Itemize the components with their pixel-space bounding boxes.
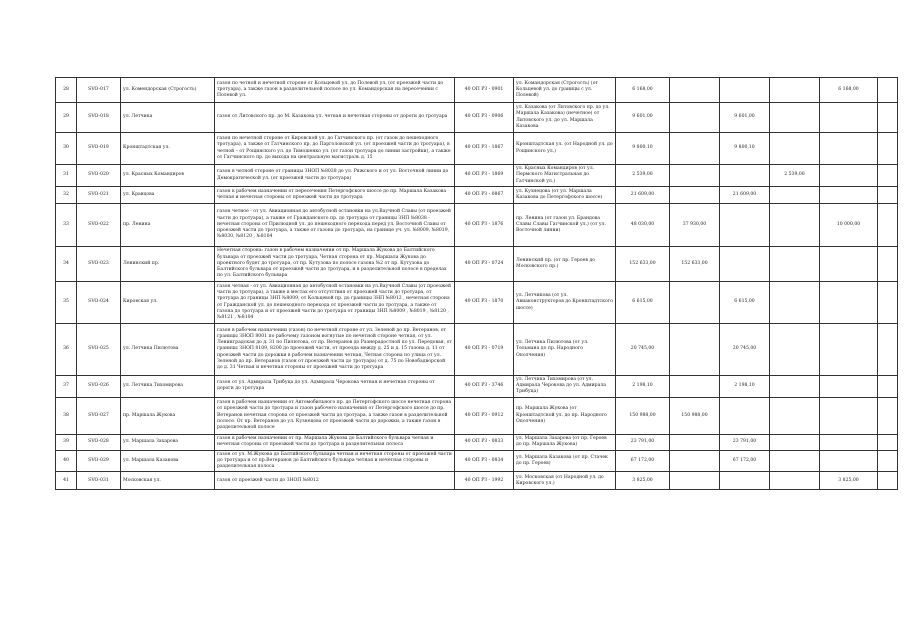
empty-cell (878, 376, 898, 398)
area-description: газон в рабочем назначении (газон) по нечетной стороне от ул. Зеленой до пр. Ветеранов, от границы ЗНОП 8001 по рабочему газоном вогнутые по нечетной стороне четная, от ул. Ленинградская до д. 31 по Пилютова, от пр. Ветеранов до Разнерадостной по ул. Передовая, от границы ЗНОП 8109, 8200 до проезжей части, от проезда между д. 25 и д. 15 газона д. 11 от проезжей части до дорожки в рабочем назначении четная, Четная сторона по улица от ул. Зеленой до пр. Ветеранов (газон от проезжей части до тротуара) от д. 75 по Новобадворской до д. 31 Четная и нечетная стороны от проезжей части до тротуара (215, 324, 455, 376)
road-location: пр. Ленина (от газон ул. Брандова Славы Славы Гатчинской ул.) (от ул. Восточной линии) (514, 204, 616, 247)
street-name: пр. Маршала Жукова (121, 397, 215, 434)
row-number: 31 (56, 165, 77, 187)
area-category-4 (820, 282, 878, 324)
area-category-1 (670, 187, 720, 204)
area-category-1: 37 930,00 (670, 204, 720, 247)
area-description: газон в рабочем назначении от пересечения Петергофского шоссе до пр. Маршала Казакова четная и нечетная стороны от проезжей части до тротуара (215, 187, 455, 204)
area-total: 9 601,00 (616, 103, 670, 133)
road-register-number: 40 ОП РЗ - 1867 (455, 133, 514, 165)
area-category-2: 9 601,00 (720, 103, 770, 133)
area-description: газон от ул. М.Жукова до Балтийского бульвара четная и нечетная стороны от проезжей части до тротуара и от пр.Ветеранов до Балтийского бульвара четная и нечетная стороны и разделительная полоса (215, 450, 455, 472)
street-name: ул. Летчика Тихомирова (121, 376, 215, 398)
row-code: SVO-021 (77, 187, 121, 204)
area-category-3 (770, 324, 820, 376)
area-description: газон по четной и нечетной стороне от Кольцевой ул. до Полевой ул. (от проезжей части до тротуара), а также газон в разделительной полосе по ул. Командорская на пересечении с Полевой ул. (215, 78, 455, 103)
area-total: 2 198,10 (616, 376, 670, 398)
empty-cell (878, 187, 898, 204)
area-category-4 (820, 324, 878, 376)
area-category-4 (820, 247, 878, 282)
row-number: 35 (56, 282, 77, 324)
table-row (56, 187, 898, 204)
row-code: SVO-031 (77, 472, 121, 490)
row-code: SVO-023 (77, 247, 121, 282)
area-category-4 (820, 397, 878, 434)
empty-cell (878, 397, 898, 434)
area-category-4 (820, 103, 878, 133)
area-category-4 (820, 450, 878, 472)
road-register-number: 40 ОП РЗ - 1870 (455, 282, 514, 324)
row-number: 30 (56, 133, 77, 165)
road-location: ул. Красных Командиров (от ул. Пермского Магистральная до Гатчинской ул.) (514, 165, 616, 187)
row-code: SVO-018 (77, 103, 121, 133)
road-location: Кронштадтская ул. (от Народной ул. до Рощинского ул.) (514, 133, 616, 165)
empty-cell (878, 472, 898, 490)
row-code: SVO-027 (77, 397, 121, 434)
row-code: SVO-029 (77, 450, 121, 472)
row-number: 39 (56, 434, 77, 450)
area-category-2: 67 172,00 (720, 450, 770, 472)
area-category-3 (770, 204, 820, 247)
street-name: Московская ул. (121, 472, 215, 490)
empty-cell (878, 78, 898, 103)
road-register-number: 40 ОП РЗ - 0901 (455, 78, 514, 103)
empty-cell (878, 133, 898, 165)
empty-cell (878, 204, 898, 247)
area-category-1 (670, 282, 720, 324)
road-location: ул. Летчика Тихомирова (от ул. Адмирала Черокова до ул. Адмирала Трибуца) (514, 376, 616, 398)
road-register-number: 40 ОП РЗ - 0834 (455, 450, 514, 472)
street-name: Кронштадтская ул. (121, 133, 215, 165)
table-row (56, 165, 898, 187)
area-category-2 (720, 204, 770, 247)
row-code: SVO-025 (77, 324, 121, 376)
row-number: 34 (56, 247, 77, 282)
area-category-1: 152 633,00 (670, 247, 720, 282)
area-category-2: 23 791,00 (720, 434, 770, 450)
row-number: 29 (56, 103, 77, 133)
area-category-3 (770, 376, 820, 398)
area-category-1 (670, 434, 720, 450)
area-category-1 (670, 133, 720, 165)
area-category-1 (670, 376, 720, 398)
road-register-number: 40 ОП РЗ - 1992 (455, 472, 514, 490)
area-category-2 (720, 247, 770, 282)
empty-cell (878, 324, 898, 376)
street-name: ул. Летчика (121, 103, 215, 133)
road-register-number: 40 ОП РЗ - 0867 (455, 187, 514, 204)
street-name: ул. Маршала Казакова (121, 450, 215, 472)
road-location: ул. Казакова (от Литовского пр. до ул. Маршала Казакова) (нечетное) от Литовского ул. до ул. Маршала Казакова (514, 103, 616, 133)
area-category-3 (770, 282, 820, 324)
empty-cell (878, 450, 898, 472)
area-category-4 (820, 133, 878, 165)
area-category-2: 2 198,10 (720, 376, 770, 398)
area-category-2 (720, 165, 770, 187)
area-category-3 (770, 472, 820, 490)
area-category-4: 3 825,00 (820, 472, 878, 490)
roads-table (55, 77, 898, 490)
area-total: 48 030,00 (616, 204, 670, 247)
road-register-number: 40 ОП РЗ - 1876 (455, 204, 514, 247)
road-register-number: 40 ОП РЗ - 3746 (455, 376, 514, 398)
area-category-4: 6 168,00 (820, 78, 878, 103)
area-total: 150 988,00 (616, 397, 670, 434)
street-name: пр. Ленина (121, 204, 215, 247)
empty-cell (878, 247, 898, 282)
road-register-number: 40 ОП РЗ - 0906 (455, 103, 514, 133)
table-row (56, 397, 898, 434)
empty-cell (878, 282, 898, 324)
road-location: ул. Командорская (Строгость) (от Кольцевой ул. до границы с ул. Полевой) (514, 78, 616, 103)
street-name: ул. Маршала Захарова (121, 434, 215, 450)
row-code: SVO-020 (77, 165, 121, 187)
area-total: 21 609,00 (616, 187, 670, 204)
road-location: ул. Московская (от Народной ул. до Кировского ул.) (514, 472, 616, 490)
area-category-1 (670, 450, 720, 472)
table-row (56, 103, 898, 133)
empty-cell (878, 434, 898, 450)
area-category-2 (720, 78, 770, 103)
area-category-4 (820, 376, 878, 398)
row-code: SVO-019 (77, 133, 121, 165)
area-total: 9 800,10 (616, 133, 670, 165)
row-number: 33 (56, 204, 77, 247)
area-category-4 (820, 187, 878, 204)
row-code: SVO-026 (77, 376, 121, 398)
area-total: 6 615,00 (616, 282, 670, 324)
table-row (56, 282, 898, 324)
row-code: SVO-017 (77, 78, 121, 103)
area-category-4: 10 000,00 (820, 204, 878, 247)
row-number: 41 (56, 472, 77, 490)
table-row (56, 434, 898, 450)
area-total: 2 539,00 (616, 165, 670, 187)
area-total: 67 172,00 (616, 450, 670, 472)
row-number: 40 (56, 450, 77, 472)
table-row (56, 472, 898, 490)
area-total: 3 825,00 (616, 472, 670, 490)
road-location: ул. Кузнецова (от ул. Маршала Казакова до Петергофского шоссе) (514, 187, 616, 204)
street-name: Ленинский пр. (121, 247, 215, 282)
row-number: 36 (56, 324, 77, 376)
area-description: газон в рабочем назначении от пр. Маршала Жукова до Балтийского бульвара четная и нечетная стороны от проезжей части до тротуара и разделительная полоса (215, 434, 455, 450)
area-description: газон в рабочем назначении от Автомобильного пр. до Петергофского шоссе нечетная сторона от проезжей части до тротуара и газон рабочего назначения от Петергофского шоссе до пр. Ветеранов нечетная сторона от проезжей части до тротуара, а также газон в разделительной полосе. От пр. Ветеранов до ул. Кузнецова от проезжей части до дорожки, а также газон в разделительной полосе (215, 397, 455, 434)
area-category-2: 21 609,00 (720, 187, 770, 204)
road-register-number: 40 ОП РЗ - 0912 (455, 397, 514, 434)
street-name: Кировская ул. (121, 282, 215, 324)
table-row (56, 376, 898, 398)
area-category-3 (770, 103, 820, 133)
empty-cell (878, 165, 898, 187)
area-total: 23 791,00 (616, 434, 670, 450)
area-description: газон четная - от ул. Авиационная до автобусной остановки на ул.Ваучной Славы (от проезжей части до тротуара), а также в местах его отсутствия от проезжей части до тротуара, от тротуара до границы ЗНП №8009, от Кольцевой пр. до границы ЗНП №8012 , нечетная сторона от Гражданской ул. до пешеходного перехода от проезжей части до тротуара, а также от газона до тротуара и от проезжей части до тротуара от границы ЗНП №8009 , №8019 , №8120 , №8121 , №8104 (215, 282, 455, 324)
road-register-number: 40 ОП РЗ - 0719 (455, 324, 514, 376)
table-row (56, 204, 898, 247)
area-category-3 (770, 133, 820, 165)
area-description: Нечетная сторона: газон в рабочем назначении от пр. Маршала Жукова до Балтийского бульвара от проезжей части до тротуара, Четная сторона от пр. Маршала Жукова до проектного будет до тротуара, от пр. Кутузова по полосе газона №2 от пр. Кутузова до Балтийского бульвара от проезжей части до тротуара, и в разделительной полосе в пределах по ул. Балтийского бульвара (215, 247, 455, 282)
road-location: ул. Летчика Пилютова (от ул. Тельмана до пр. Народного Ополчения) (514, 324, 616, 376)
road-location: пр. Маршала Жукова (от Кронштадтской ул. до пр. Народного Ополчения) (514, 397, 616, 434)
area-description: газон четное - от ул. Авиационная до автобусной остановки на ул.Ваучной Славы (от проезжей части до тротуара), а также от Гражданского пр. до тротуара от границы ЗНП №8038 - нечетная сторона от Прилюдной ул. до пешеходного перехода перед ул. Восточной Славы от проезжей части до тротуара, а также от газона до тротуара, на границе уч. ул. №8009, №8019, №8030, №8120 , №8104 (215, 204, 455, 247)
area-category-3 (770, 187, 820, 204)
area-description: газон в четной стороне от границы ЗНОП №8038 до ул. Ряжского и от ул. Восточной линии до Демократической ул. (от проезжей части до тротуара) (215, 165, 455, 187)
street-name: ул. Красных Командиров (121, 165, 215, 187)
area-category-3: 2 539,00 (770, 165, 820, 187)
area-category-3 (770, 434, 820, 450)
row-number: 28 (56, 78, 77, 103)
road-location: ул. Маршала Казакова (от пр. Стачек до пр. Героев) (514, 450, 616, 472)
table-row (56, 133, 898, 165)
road-location: ул. Летчикова (от ул. Авиаконструкторов до Кронштадтского шоссе) (514, 282, 616, 324)
area-category-3 (770, 78, 820, 103)
area-description: газон от проезжей части до ЗНОП №8012 (215, 472, 455, 490)
area-category-3 (770, 397, 820, 434)
row-code: SVO-024 (77, 282, 121, 324)
road-register-number: 40 ОП РЗ - 0724 (455, 247, 514, 282)
area-category-1 (670, 165, 720, 187)
street-name: ул. Летчика Пилютова (121, 324, 215, 376)
area-category-2: 9 800,10 (720, 133, 770, 165)
street-name: ул. Кравцова (121, 187, 215, 204)
area-category-1: 150 988,00 (670, 397, 720, 434)
table-row (56, 324, 898, 376)
area-category-2 (720, 397, 770, 434)
table-row (56, 247, 898, 282)
area-category-4 (820, 434, 878, 450)
row-code: SVO-022 (77, 204, 121, 247)
area-category-1 (670, 472, 720, 490)
area-category-1 (670, 103, 720, 133)
area-category-3 (770, 450, 820, 472)
road-location: Ленинский пр. (от пр. Героев до Московского пр.) (514, 247, 616, 282)
area-category-1 (670, 324, 720, 376)
table-body (56, 78, 898, 490)
table-row (56, 450, 898, 472)
row-number: 37 (56, 376, 77, 398)
area-category-3 (770, 247, 820, 282)
table-row (56, 78, 898, 103)
area-category-1 (670, 78, 720, 103)
street-name: ул. Комендорская (Строгость) (121, 78, 215, 103)
area-description: газон от ул. Адмирала Трибуца до ул. Адмирала Черокова четная и нечетная стороны от дороги до тротуара (215, 376, 455, 398)
area-category-2: 6 615,00 (720, 282, 770, 324)
empty-cell (878, 103, 898, 133)
area-description: газон от Литовского пр. до М. Казакова ул. четная и нечетная стороны от дороги до тротуара (215, 103, 455, 133)
area-total: 6 168,00 (616, 78, 670, 103)
row-number: 32 (56, 187, 77, 204)
row-code: SVO-028 (77, 434, 121, 450)
area-category-2: 20 745,00 (720, 324, 770, 376)
road-register-number: 40 ОП РЗ - 1869 (455, 165, 514, 187)
area-category-4 (820, 165, 878, 187)
area-total: 152 633,00 (616, 247, 670, 282)
area-description: газон по нечетной стороне от Кировской ул. до Гатчинского пр. (от газон до пешеходного тротуара), а также от Гатчинского пр. до Парголовской ул. (от проезжей части до тротуара), в четной – от Рощинского ул. до Тимошенко ул. (от газон тротуара до линии застройки), а также от Гатчинского пр. до выхода на центральную магистраль д. 15 (215, 133, 455, 165)
area-category-2 (720, 472, 770, 490)
area-total: 20 745,00 (616, 324, 670, 376)
road-location: ул. Маршала Захарова (от пр. Героев до пр. Маршала Жукова) (514, 434, 616, 450)
row-number: 38 (56, 397, 77, 434)
road-register-number: 40 ОП РЗ - 0833 (455, 434, 514, 450)
